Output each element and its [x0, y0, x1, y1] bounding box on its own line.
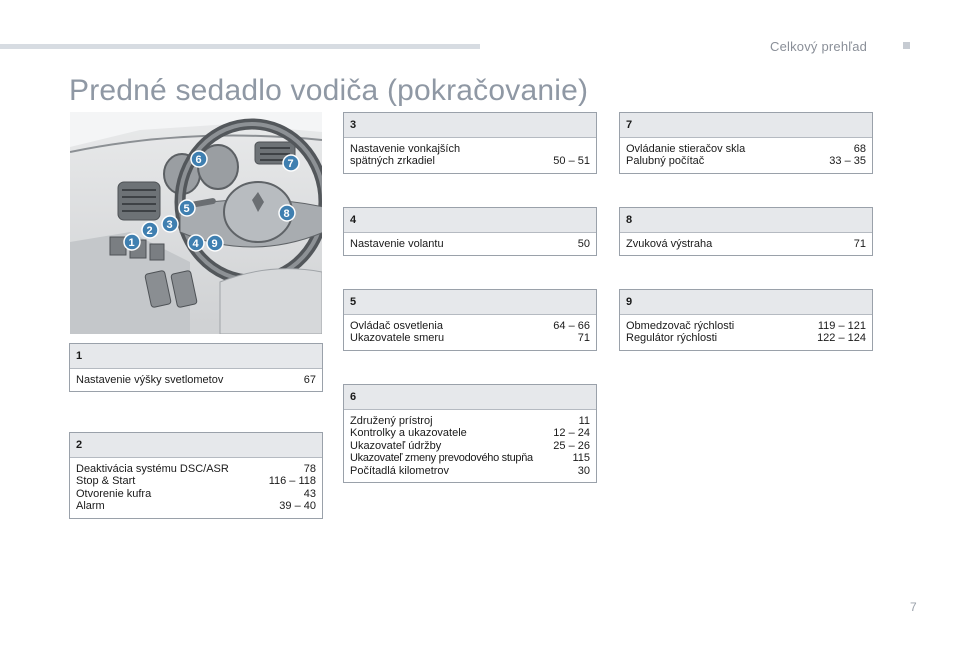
list-item: Otvorenie kufra 43	[76, 487, 316, 500]
list-item: Počítadlá kilometrov 30	[350, 464, 590, 477]
box-number: 4	[344, 208, 596, 233]
box-number: 2	[70, 433, 322, 458]
list-item: Ovládanie stieračov skla 68	[626, 143, 866, 155]
info-box-2	[69, 432, 323, 519]
list-item: Stop & Start 116 – 118	[76, 475, 316, 488]
svg-text:9: 9	[211, 238, 218, 250]
marker-badge-6	[191, 151, 207, 167]
section-label: Celkový prehľad	[770, 39, 868, 54]
box-number: 6	[344, 385, 596, 410]
box-number: 9	[620, 290, 872, 315]
list-item: Združený prístroj 11	[350, 415, 590, 427]
info-box-4	[343, 207, 597, 256]
svg-text:7: 7	[287, 158, 294, 170]
svg-text:5: 5	[183, 203, 190, 215]
dashboard-illustration	[70, 112, 322, 334]
marker-badge-3	[162, 216, 178, 232]
list-item: Zvuková výstraha 71	[626, 238, 866, 250]
list-item: Regulátor rýchlosti 122 – 124	[626, 332, 866, 345]
list-item: Nastavenie volantu 50	[350, 238, 590, 250]
svg-text:8: 8	[283, 208, 290, 220]
list-item: Nastavenie vonkajších	[350, 143, 461, 155]
list-item: Ukazovatele smeru 71	[350, 332, 590, 345]
box-number: 8	[620, 208, 872, 233]
marker-badge-5	[179, 200, 195, 216]
page-number: 7	[910, 600, 917, 614]
info-box-5	[343, 289, 597, 351]
list-item: Ovládač osvetlenia 64 – 66	[350, 320, 590, 332]
box-number: 1	[70, 344, 322, 369]
list-item: Alarm 39 – 40	[76, 500, 316, 513]
svg-text:2: 2	[146, 225, 153, 237]
marker-badge-8	[279, 205, 295, 221]
list-item: Ukazovateľ údržby 25 – 26	[350, 439, 590, 452]
marker-badge-7	[283, 155, 299, 171]
info-box-7	[619, 112, 873, 174]
page-title: Predné sedadlo vodiča (pokračovanie)	[69, 74, 589, 107]
section-marker	[903, 42, 910, 49]
list-item: Deaktivácia systému DSC/ASR 78	[76, 463, 316, 475]
list-item: spätných zrkadiel 50 – 51	[350, 155, 590, 168]
list-item: Kontrolky a ukazovatele 12 – 24	[350, 427, 590, 440]
list-item: Nastavenie výšky svetlometov 67	[76, 374, 316, 386]
svg-text:3: 3	[166, 219, 173, 231]
marker-badge-9	[207, 235, 223, 251]
info-box-1	[69, 343, 323, 392]
info-box-6	[343, 384, 597, 483]
box-number: 5	[344, 290, 596, 315]
info-box-9	[619, 289, 873, 351]
marker-badge-4	[188, 235, 204, 251]
svg-text:6: 6	[195, 154, 202, 166]
marker-badge-2	[142, 222, 158, 238]
info-box-8	[619, 207, 873, 256]
list-item: Ukazovateľ zmeny prevodového stupňa 115	[350, 452, 590, 465]
marker-badge-1	[124, 234, 140, 250]
svg-text:4: 4	[192, 238, 199, 250]
header-rule	[0, 44, 480, 49]
list-item: Obmedzovač rýchlosti 119 – 121	[626, 320, 866, 332]
box-number: 3	[344, 113, 596, 138]
svg-text:1: 1	[128, 237, 135, 249]
box-number: 7	[620, 113, 872, 138]
list-item: Palubný počítač 33 – 35	[626, 155, 866, 168]
info-box-3	[343, 112, 597, 174]
